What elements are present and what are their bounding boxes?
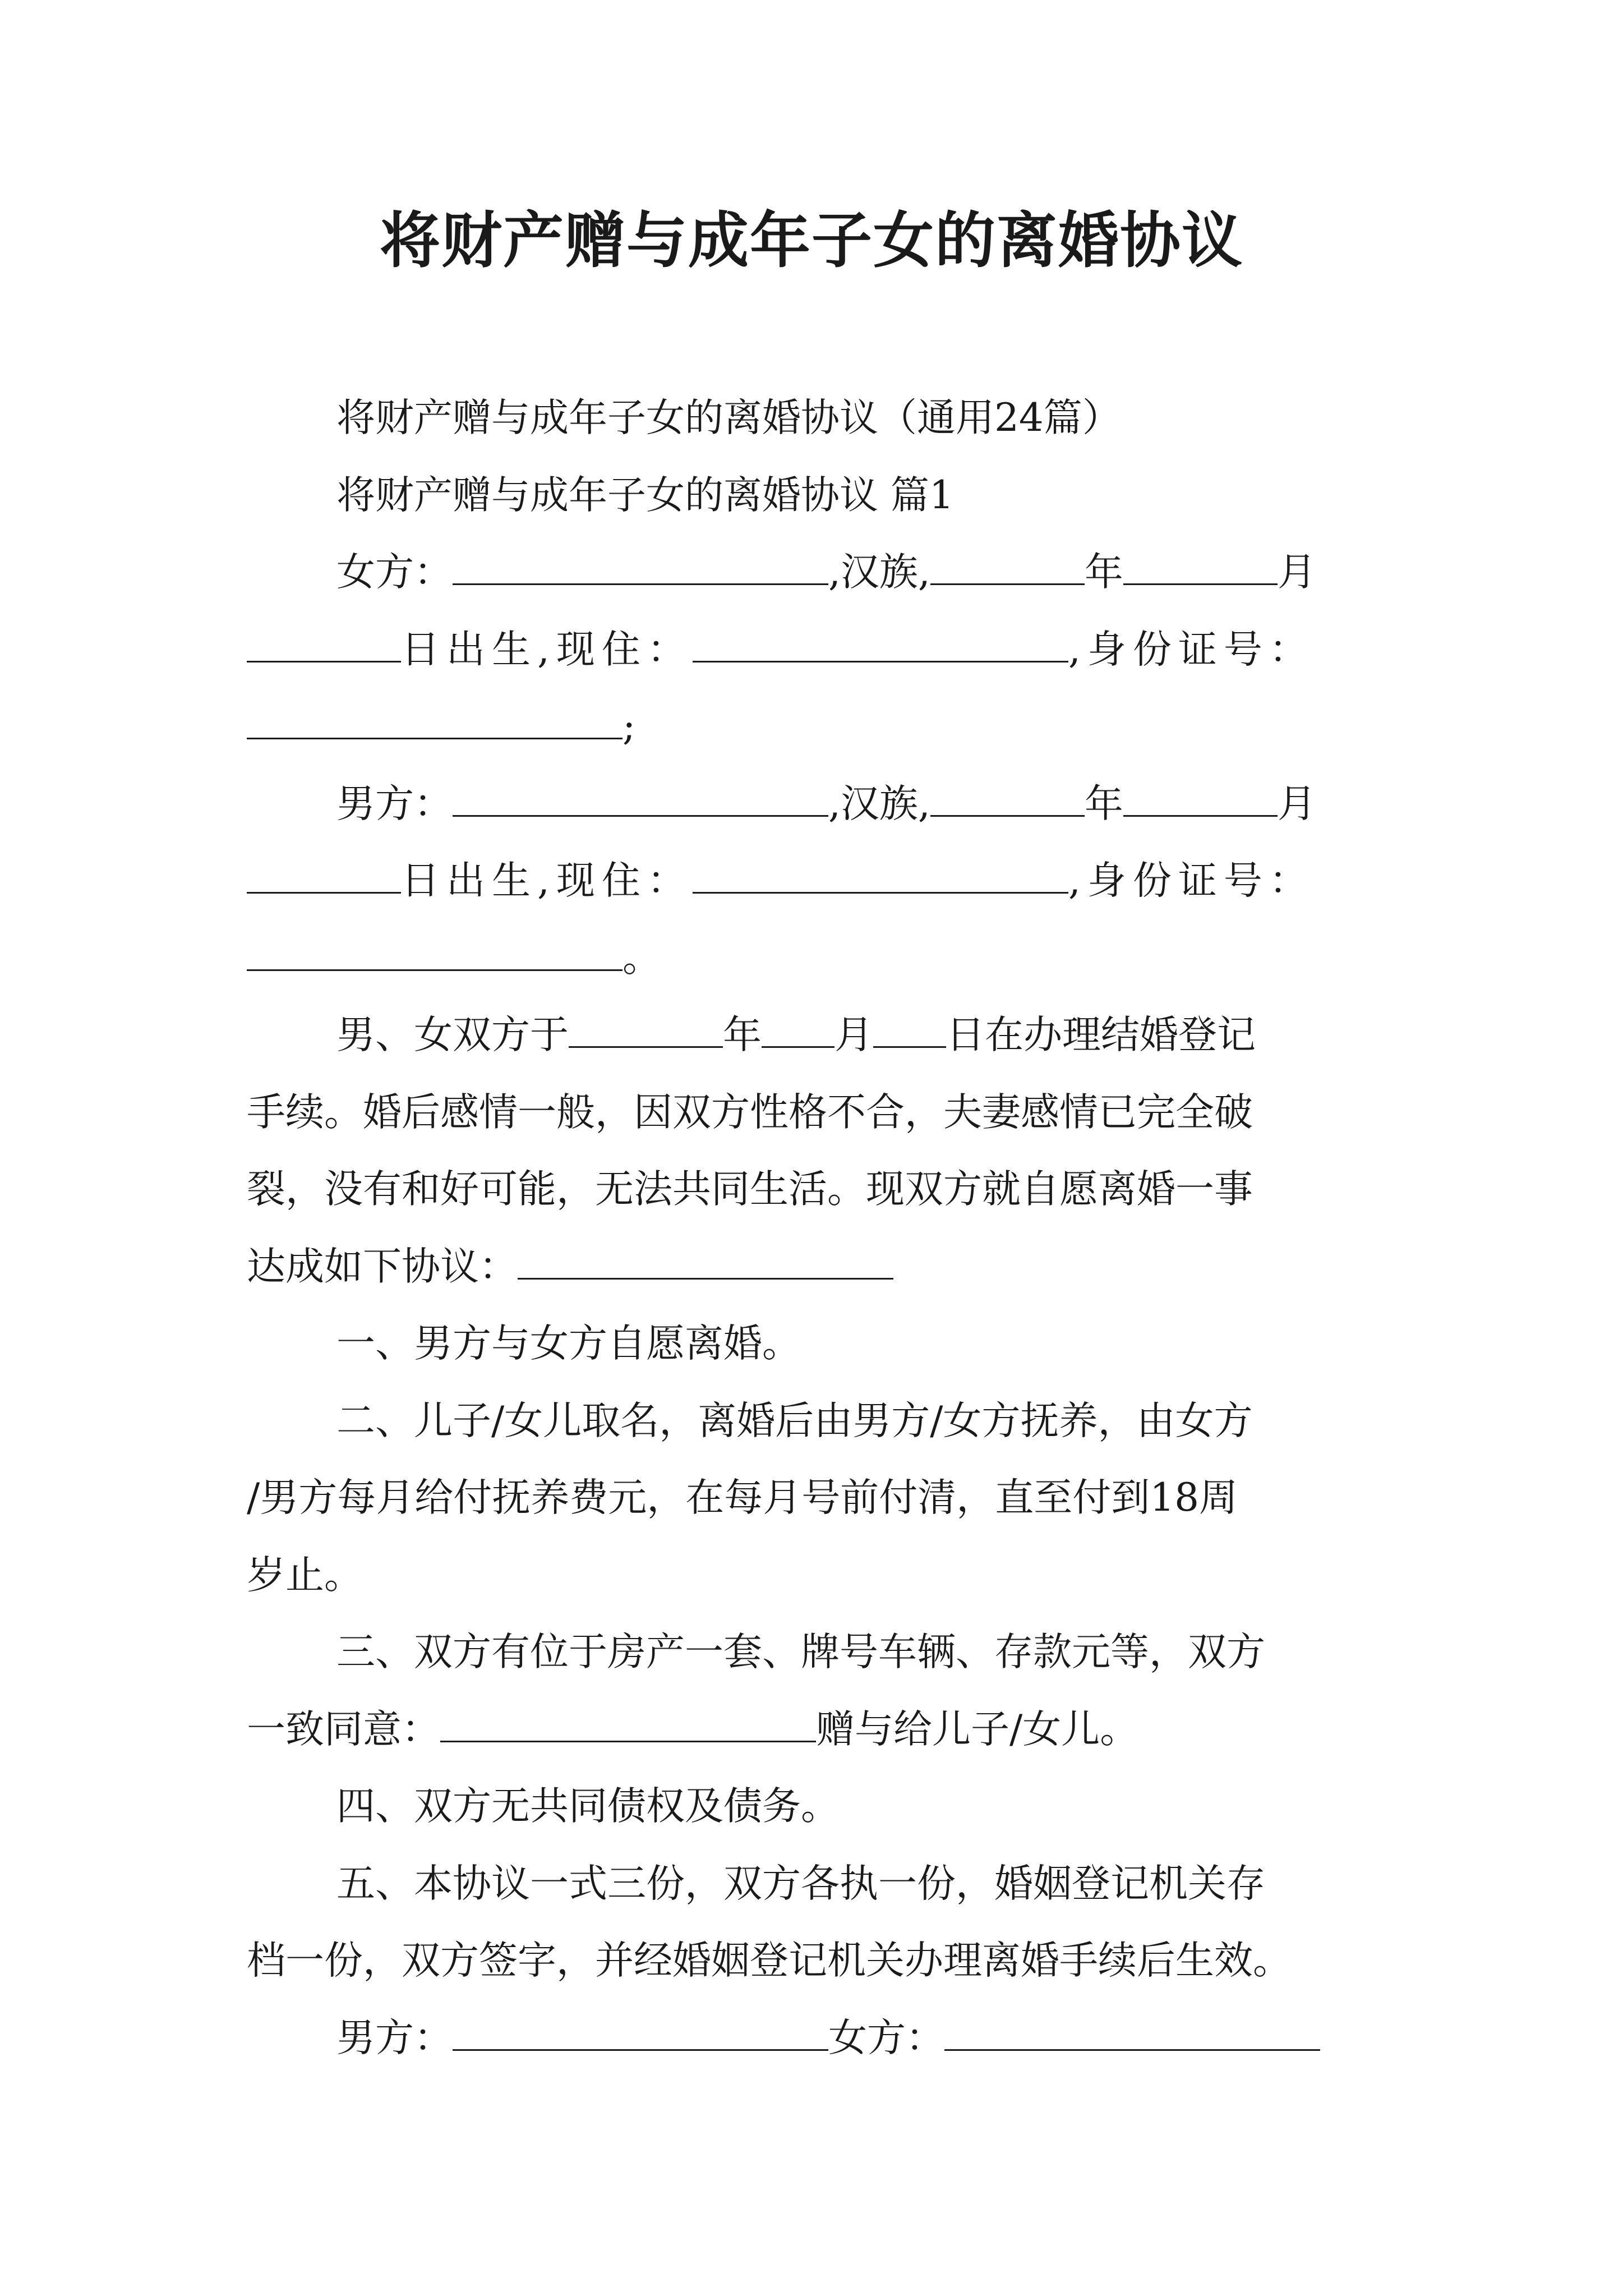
marriage-line-1 <box>336 1010 1256 1060</box>
marriage-month-label: 月 <box>834 1013 873 1057</box>
female-id-blank <box>247 702 623 739</box>
clause-2-line-2: /男方每月给付抚养费元，在每月号前付清，直至付到18周 <box>247 1475 1238 1520</box>
clause-3-consent: 一致同意： <box>247 1707 440 1752</box>
male-line-1 <box>336 779 1316 829</box>
male-name-blank <box>453 779 828 817</box>
female-label: 女方： <box>336 550 453 595</box>
male-line-3 <box>247 933 661 983</box>
male-year-label: 年 <box>1084 781 1123 826</box>
male-id-label: ,身份证号： <box>1068 858 1315 903</box>
male-month-label: 月 <box>1277 781 1316 826</box>
male-id-blank <box>247 933 623 971</box>
marriage-start: 男、女双方于 <box>336 1013 569 1057</box>
female-end: ; <box>623 704 636 749</box>
marriage-year-label: 年 <box>723 1013 762 1057</box>
marriage-line-4 <box>247 1241 893 1292</box>
female-name-blank <box>453 547 828 585</box>
clause-4: 四、双方无共同债权及债务。 <box>336 1784 840 1829</box>
female-line-1 <box>336 547 1316 597</box>
clause-3-line-1: 三、双方有位于房产一套、牌号车辆、存款元等，双方 <box>336 1630 1265 1674</box>
male-born-residence: 日出生,现住： <box>401 858 693 903</box>
male-signature-blank <box>453 2013 828 2051</box>
male-birth-day-blank <box>247 856 401 894</box>
female-month-label: 月 <box>1277 550 1316 595</box>
chapter-heading: 将财产赠与成年子女的离婚协议 篇1 <box>336 473 954 518</box>
clause-2-line-3: 岁止。 <box>247 1553 363 1598</box>
clause-3-gift: 赠与给儿子/女儿。 <box>816 1707 1139 1752</box>
marriage-line-2: 手续。婚后感情一般，因双方性格不合，夫妻感情已完全破 <box>247 1090 1253 1135</box>
clause-5-line-2: 档一份，双方签字，并经婚姻登记机关办理离婚手续后生效。 <box>247 1938 1292 1983</box>
male-address-blank <box>693 856 1068 894</box>
gift-property-blank <box>440 1705 816 1742</box>
marriage-agreement-label: 达成如下协议： <box>247 1244 518 1289</box>
female-born-residence: 日出生,现住： <box>401 627 693 672</box>
female-birth-month-blank <box>1123 547 1278 585</box>
clause-3-line-2 <box>247 1704 1138 1755</box>
female-id-label: ,身份证号： <box>1068 627 1315 672</box>
marriage-day-blank <box>873 1010 946 1048</box>
male-birth-month-blank <box>1123 779 1278 817</box>
male-end: 。 <box>623 936 661 981</box>
clause-2-line-1: 二、儿子/女儿取名，离婚后由男方/女方抚养，由女方 <box>336 1398 1253 1443</box>
document-subtitle: 将财产赠与成年子女的离婚协议（通用24篇） <box>336 395 1121 440</box>
agreement-blank <box>518 1242 893 1280</box>
male-birth-year-blank <box>930 779 1085 817</box>
signature-female-label: 女方： <box>828 2016 944 2060</box>
female-year-label: 年 <box>1084 550 1123 595</box>
marriage-day-rest: 日在办理结婚登记 <box>946 1013 1256 1057</box>
male-label: 男方： <box>336 781 453 826</box>
clause-5-line-1: 五、本协议一式三份，双方各执一份，婚姻登记机关存 <box>336 1861 1265 1906</box>
document-title: 将财产赠与成年子女的离婚协议 <box>379 206 1243 276</box>
female-birth-year-blank <box>930 547 1085 585</box>
female-line-2 <box>247 624 1315 675</box>
signature-line <box>336 2013 1320 2063</box>
marriage-year-blank <box>569 1010 723 1048</box>
male-ethnicity: ,汉族, <box>828 781 930 826</box>
female-ethnicity: ,汉族, <box>828 550 930 595</box>
marriage-line-3: 裂，没有和好可能，无法共同生活。现双方就自愿离婚一事 <box>247 1167 1253 1212</box>
male-line-2 <box>247 855 1315 906</box>
female-line-3 <box>247 701 635 752</box>
female-address-blank <box>693 625 1068 662</box>
female-birth-day-blank <box>247 625 401 662</box>
signature-male-label: 男方： <box>336 2016 453 2060</box>
female-signature-blank <box>944 2013 1320 2051</box>
clause-1: 一、男方与女方自愿离婚。 <box>336 1321 801 1366</box>
marriage-month-blank <box>762 1010 834 1048</box>
